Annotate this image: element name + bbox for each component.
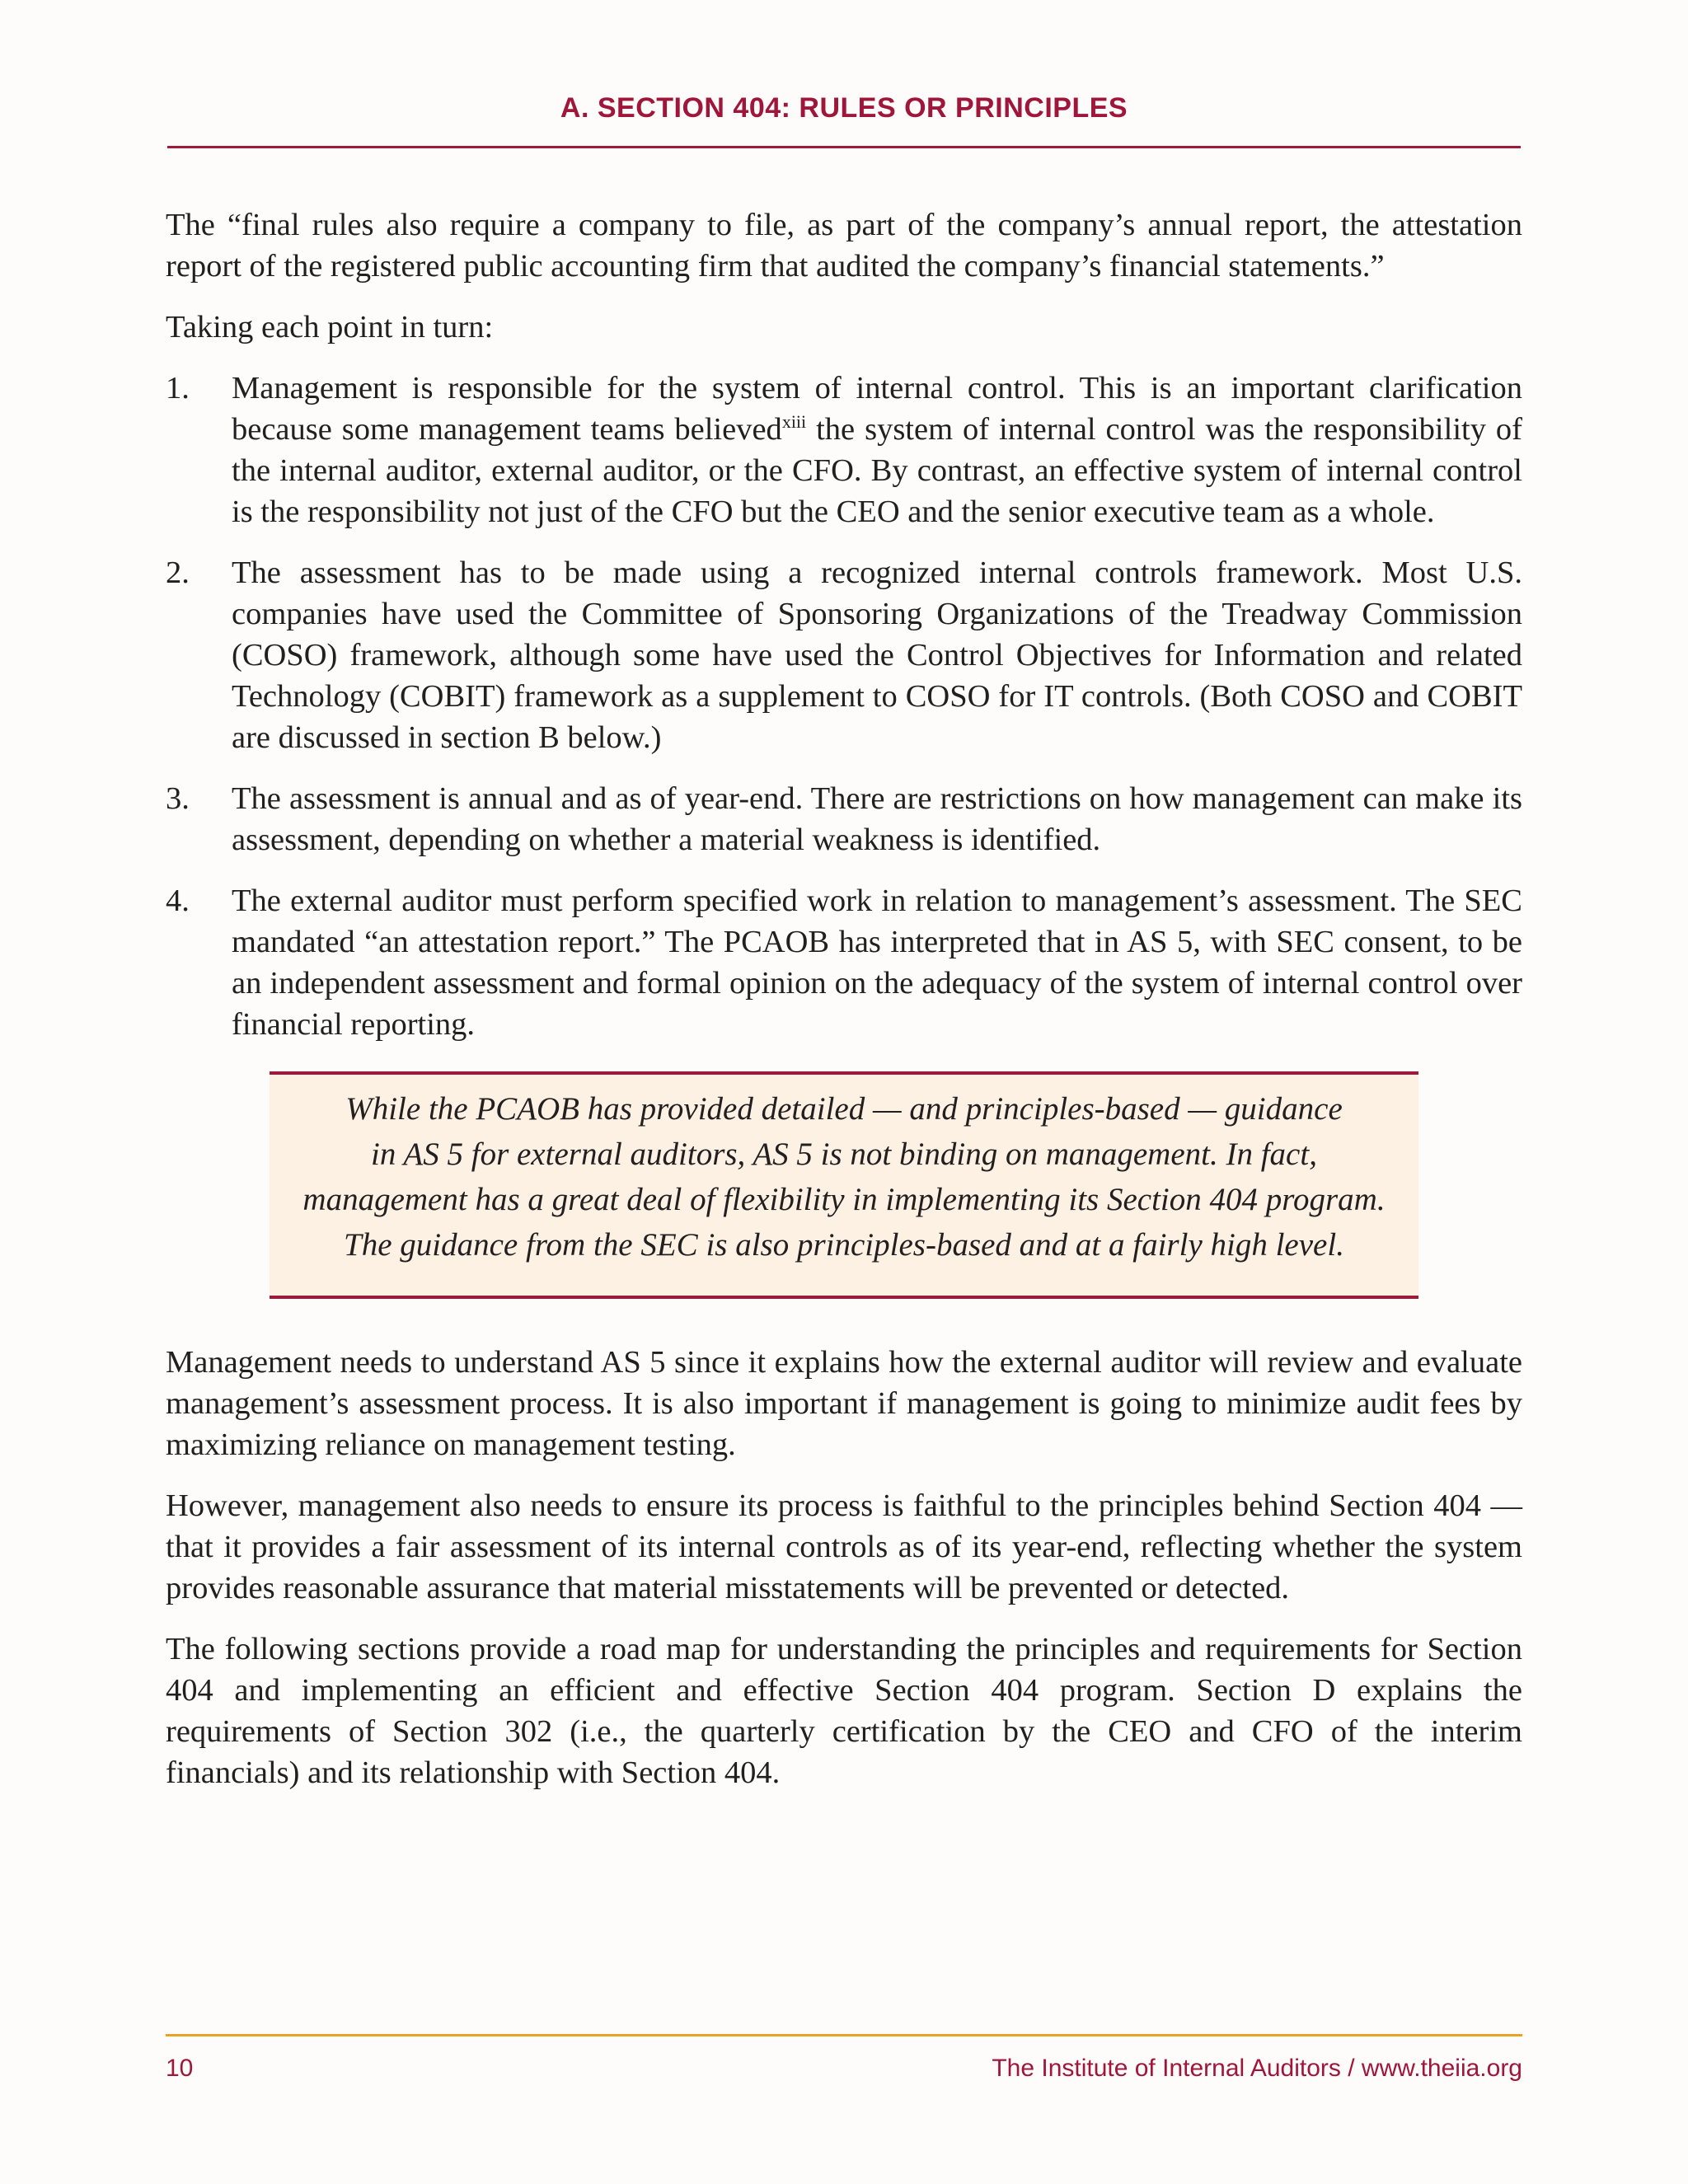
body-paragraph: The following sections provide a road map for understanding the principles and requirements for Section 404 and implementing an efficient and effective Section 404 program. Section D explains the requirements of Section 302 (i.e., the quarterly certification by the CEO and CFO of the interim financials) and its relationship with Section 404. bbox=[166, 1632, 1522, 1790]
list-item-text: The external auditor must perform specified work in relation to management’s assessment. The SEC mandated “an attestation report.” The PCAOB has interpreted that in AS 5, with SEC consent, to be an independent assessment and formal opinion on the adequacy of the system of internal control over financial reporting. bbox=[232, 883, 1522, 1042]
pull-quote-line: management has a great deal of flexibility in implementing its Section 404 program. bbox=[302, 1182, 1386, 1217]
footer-organization: The Institute of Internal Auditors / www.theiia.org bbox=[992, 2055, 1522, 2082]
header-divider bbox=[167, 146, 1521, 148]
footer-divider bbox=[166, 2034, 1522, 2036]
pull-quote-line: in AS 5 for external auditors, AS 5 is not binding on management. In fact, bbox=[371, 1137, 1317, 1172]
body-paragraph: Management needs to understand AS 5 since it explains how the external auditor will review and evaluate management’s assessment process. It is also important if management is going to minimize audit fees by maximizing reliance on management testing. bbox=[166, 1345, 1522, 1462]
section-title: A. SECTION 404: RULES OR PRINCIPLES bbox=[560, 92, 1128, 124]
pull-quote-line: While the PCAOB has provided detailed — and principles-based — guidance bbox=[345, 1091, 1343, 1127]
page-number: 10 bbox=[166, 2055, 194, 2082]
list-item bbox=[166, 368, 1522, 532]
intro-paragraph: The “final rules also require a company to file, as part of the company’s annual report, the attestation report of the registered public accounting firm that audited the company’s financial statements.” bbox=[166, 208, 1522, 284]
list-item-text: The assessment has to be made using a recognized internal controls framework. Most U.S. companies have used the Committee of Sponsoring Organizations of the Treadway Commission (COSO) framework, although some have used the Control Objectives for Information and related Technology (COBIT) framework as a supplement to COSO for IT controls. (Both COSO and COBIT are discussed in section B below.) bbox=[232, 555, 1522, 755]
page-body bbox=[166, 204, 1522, 1813]
body-paragraph: However, management also needs to ensure its process is faithful to the principles behind Section 404 — that it provides a fair assessment of its internal controls as of its year-end, reflecting whether the system provides reasonable assurance that material misstatements will be prevented or detected. bbox=[166, 1488, 1522, 1605]
list-lead: Taking each point in turn: bbox=[166, 310, 494, 344]
footnote-reference: xiii bbox=[781, 411, 807, 432]
numbered-list bbox=[166, 368, 1522, 1045]
list-item-number: 4. bbox=[166, 883, 190, 918]
list-item-number: 1. bbox=[166, 371, 190, 405]
list-item-text: The assessment is annual and as of year-end. There are restrictions on how management can make its assessment, depending on whether a material weakness is identified. bbox=[232, 781, 1522, 857]
list-item-number: 2. bbox=[166, 555, 190, 590]
list-item bbox=[166, 778, 1522, 860]
list-item-number: 3. bbox=[166, 781, 190, 816]
list-item-text-continued: the system of internal control was the responsibility of the internal auditor, external auditor, or the CFO. By contrast, an effective system of internal control is the responsibility not just of the CFO but the CEO and the senior executive team as a whole. bbox=[232, 412, 1522, 529]
pull-quote-box bbox=[270, 1071, 1418, 1299]
list-item bbox=[166, 880, 1522, 1045]
pull-quote-line: The guidance from the SEC is also principles-based and at a fairly high level. bbox=[344, 1227, 1344, 1263]
list-item-text: Management is responsible for the system of internal control. This is an important clarification because some management teams believed bbox=[232, 371, 1522, 447]
list-item bbox=[166, 552, 1522, 758]
